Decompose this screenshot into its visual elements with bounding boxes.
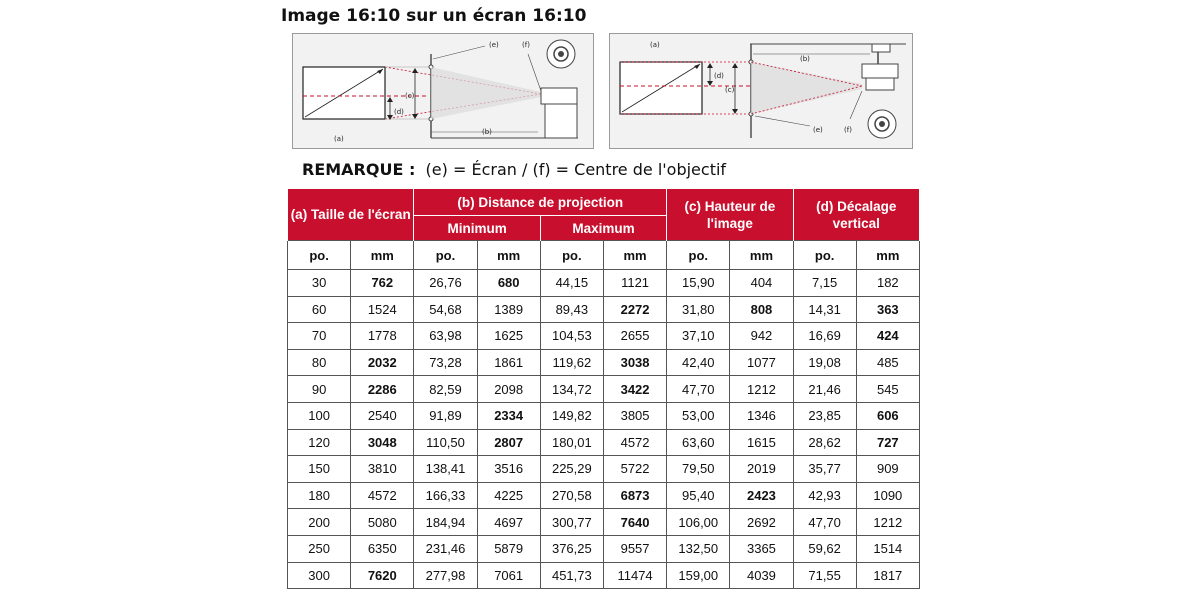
table-cell: 3048 <box>351 429 414 456</box>
table-cell: 23,85 <box>793 402 856 429</box>
table-cell: 47,70 <box>793 509 856 536</box>
table-cell: 1077 <box>730 349 793 376</box>
header-maximum: Maximum <box>540 216 666 241</box>
table-cell: 3038 <box>603 349 666 376</box>
table-cell: 79,50 <box>667 456 730 483</box>
table-cell: 3805 <box>603 402 666 429</box>
table-cell: 16,69 <box>793 323 856 350</box>
table-cell: 90 <box>288 376 351 403</box>
unit-header: po. <box>667 241 730 270</box>
table-cell: 1212 <box>730 376 793 403</box>
unit-header: po. <box>414 241 477 270</box>
table-cell: 7640 <box>603 509 666 536</box>
table-cell: 166,33 <box>414 482 477 509</box>
table-cell: 4572 <box>603 429 666 456</box>
table-cell: 2272 <box>603 296 666 323</box>
table-cell: 485 <box>856 349 919 376</box>
table-cell: 2098 <box>477 376 540 403</box>
table-cell: 14,31 <box>793 296 856 323</box>
table-cell: 53,00 <box>667 402 730 429</box>
table-cell: 1346 <box>730 402 793 429</box>
table-cell: 3422 <box>603 376 666 403</box>
table-cell: 91,89 <box>414 402 477 429</box>
table-cell: 134,72 <box>540 376 603 403</box>
label-c: (c) <box>405 92 415 100</box>
table-cell: 104,53 <box>540 323 603 350</box>
table-cell: 363 <box>856 296 919 323</box>
table-row <box>288 323 920 350</box>
table-cell: 30 <box>288 270 351 297</box>
unit-header: mm <box>351 241 414 270</box>
table-cell: 200 <box>288 509 351 536</box>
table-cell: 1524 <box>351 296 414 323</box>
table-cell: 95,40 <box>667 482 730 509</box>
table-cell: 2334 <box>477 402 540 429</box>
table-cell: 424 <box>856 323 919 350</box>
table-cell: 4039 <box>730 562 793 589</box>
table-cell: 7061 <box>477 562 540 589</box>
table-cell: 100 <box>288 402 351 429</box>
table-cell: 404 <box>730 270 793 297</box>
table-cell: 1090 <box>856 482 919 509</box>
table-cell: 6873 <box>603 482 666 509</box>
table-cell: 89,43 <box>540 296 603 323</box>
table-cell: 9557 <box>603 535 666 562</box>
table-cell: 2423 <box>730 482 793 509</box>
table-cell: 1778 <box>351 323 414 350</box>
label-c2: (c) <box>725 86 735 94</box>
table-row <box>288 429 920 456</box>
note-label: REMARQUE : <box>302 160 416 179</box>
table-cell: 300 <box>288 562 351 589</box>
table-cell: 47,70 <box>667 376 730 403</box>
table-cell: 4225 <box>477 482 540 509</box>
table-cell: 6350 <box>351 535 414 562</box>
projection-diagram-ceiling <box>609 33 913 149</box>
table-cell: 182 <box>856 270 919 297</box>
table-cell: 2807 <box>477 429 540 456</box>
table-row <box>288 535 920 562</box>
table-cell: 180,01 <box>540 429 603 456</box>
table-cell: 132,50 <box>667 535 730 562</box>
table-cell: 120 <box>288 429 351 456</box>
table-cell: 2655 <box>603 323 666 350</box>
table-cell: 11474 <box>603 562 666 589</box>
table-cell: 26,76 <box>414 270 477 297</box>
table-cell: 54,68 <box>414 296 477 323</box>
table-cell: 184,94 <box>414 509 477 536</box>
table-cell: 4572 <box>351 482 414 509</box>
unit-header: po. <box>793 241 856 270</box>
label-d2: (d) <box>714 72 724 80</box>
table-row <box>288 402 920 429</box>
label-f2: (f) <box>844 126 852 134</box>
label-b: (b) <box>482 128 492 136</box>
unit-header: po. <box>288 241 351 270</box>
table-cell: 300,77 <box>540 509 603 536</box>
table-cell: 3365 <box>730 535 793 562</box>
table-cell: 149,82 <box>540 402 603 429</box>
label-a: (a) <box>334 135 344 143</box>
table-cell: 762 <box>351 270 414 297</box>
table-cell: 376,25 <box>540 535 603 562</box>
table-cell: 159,00 <box>667 562 730 589</box>
table-cell: 1861 <box>477 349 540 376</box>
table-cell: 2286 <box>351 376 414 403</box>
table-cell: 942 <box>730 323 793 350</box>
label-e: (e) <box>489 41 499 49</box>
table-row <box>288 349 920 376</box>
header-vertical-offset: (d) Décalage vertical <box>793 189 919 241</box>
table-cell: 250 <box>288 535 351 562</box>
table-row <box>288 270 920 297</box>
table-row <box>288 509 920 536</box>
table-cell: 7620 <box>351 562 414 589</box>
table-cell: 5879 <box>477 535 540 562</box>
throw-distance-table <box>287 188 920 589</box>
table-cell: 1212 <box>856 509 919 536</box>
table-cell: 73,28 <box>414 349 477 376</box>
unit-header: mm <box>730 241 793 270</box>
table-cell: 727 <box>856 429 919 456</box>
table-cell: 231,46 <box>414 535 477 562</box>
table-cell: 3516 <box>477 456 540 483</box>
table-cell: 70 <box>288 323 351 350</box>
table-cell: 277,98 <box>414 562 477 589</box>
table-cell: 44,15 <box>540 270 603 297</box>
table-cell: 1514 <box>856 535 919 562</box>
table-cell: 909 <box>856 456 919 483</box>
table-cell: 680 <box>477 270 540 297</box>
table-cell: 110,50 <box>414 429 477 456</box>
unit-header: mm <box>477 241 540 270</box>
label-a2: (a) <box>650 41 660 49</box>
table-cell: 21,46 <box>793 376 856 403</box>
unit-header: mm <box>856 241 919 270</box>
table-cell: 119,62 <box>540 349 603 376</box>
projection-diagram-floor <box>292 33 594 149</box>
label-e2: (e) <box>813 126 823 134</box>
table-cell: 545 <box>856 376 919 403</box>
label-d: (d) <box>394 108 404 116</box>
table-cell: 80 <box>288 349 351 376</box>
table-cell: 5722 <box>603 456 666 483</box>
table-cell: 225,29 <box>540 456 603 483</box>
table-cell: 138,41 <box>414 456 477 483</box>
table-cell: 60 <box>288 296 351 323</box>
table-cell: 1121 <box>603 270 666 297</box>
table-cell: 42,40 <box>667 349 730 376</box>
table-cell: 1389 <box>477 296 540 323</box>
table-row <box>288 456 920 483</box>
table-cell: 4697 <box>477 509 540 536</box>
table-cell: 2540 <box>351 402 414 429</box>
note <box>302 160 726 179</box>
table-cell: 808 <box>730 296 793 323</box>
table-cell: 1615 <box>730 429 793 456</box>
note-text: (e) = Écran / (f) = Centre de l'objectif <box>415 160 727 179</box>
table-cell: 19,08 <box>793 349 856 376</box>
table-cell: 42,93 <box>793 482 856 509</box>
table-cell: 63,98 <box>414 323 477 350</box>
table-cell: 59,62 <box>793 535 856 562</box>
table-cell: 63,60 <box>667 429 730 456</box>
table-cell: 150 <box>288 456 351 483</box>
table-cell: 7,15 <box>793 270 856 297</box>
table-cell: 1817 <box>856 562 919 589</box>
table-row <box>288 296 920 323</box>
table-cell: 5080 <box>351 509 414 536</box>
label-f: (f) <box>522 41 530 49</box>
table-cell: 606 <box>856 402 919 429</box>
table-cell: 3810 <box>351 456 414 483</box>
header-minimum: Minimum <box>414 216 540 241</box>
table-cell: 451,73 <box>540 562 603 589</box>
page-title: Image 16:10 sur un écran 16:10 <box>281 6 587 26</box>
table-cell: 2692 <box>730 509 793 536</box>
table-cell: 2032 <box>351 349 414 376</box>
unit-header: po. <box>540 241 603 270</box>
table-cell: 31,80 <box>667 296 730 323</box>
table-body <box>288 270 920 589</box>
table-cell: 270,58 <box>540 482 603 509</box>
table-row <box>288 482 920 509</box>
header-throw-distance: (b) Distance de projection <box>414 189 667 216</box>
table-cell: 71,55 <box>793 562 856 589</box>
unit-header: mm <box>603 241 666 270</box>
table-cell: 180 <box>288 482 351 509</box>
table-cell: 28,62 <box>793 429 856 456</box>
table-cell: 37,10 <box>667 323 730 350</box>
table-row <box>288 376 920 403</box>
table-cell: 1625 <box>477 323 540 350</box>
table-cell: 15,90 <box>667 270 730 297</box>
header-screen-size: (a) Taille de l'écran <box>288 189 414 241</box>
table-cell: 82,59 <box>414 376 477 403</box>
table-cell: 106,00 <box>667 509 730 536</box>
table-cell: 35,77 <box>793 456 856 483</box>
table-row <box>288 562 920 589</box>
label-b2: (b) <box>800 55 810 63</box>
table-cell: 2019 <box>730 456 793 483</box>
header-image-height: (c) Hauteur de l'image <box>667 189 793 241</box>
